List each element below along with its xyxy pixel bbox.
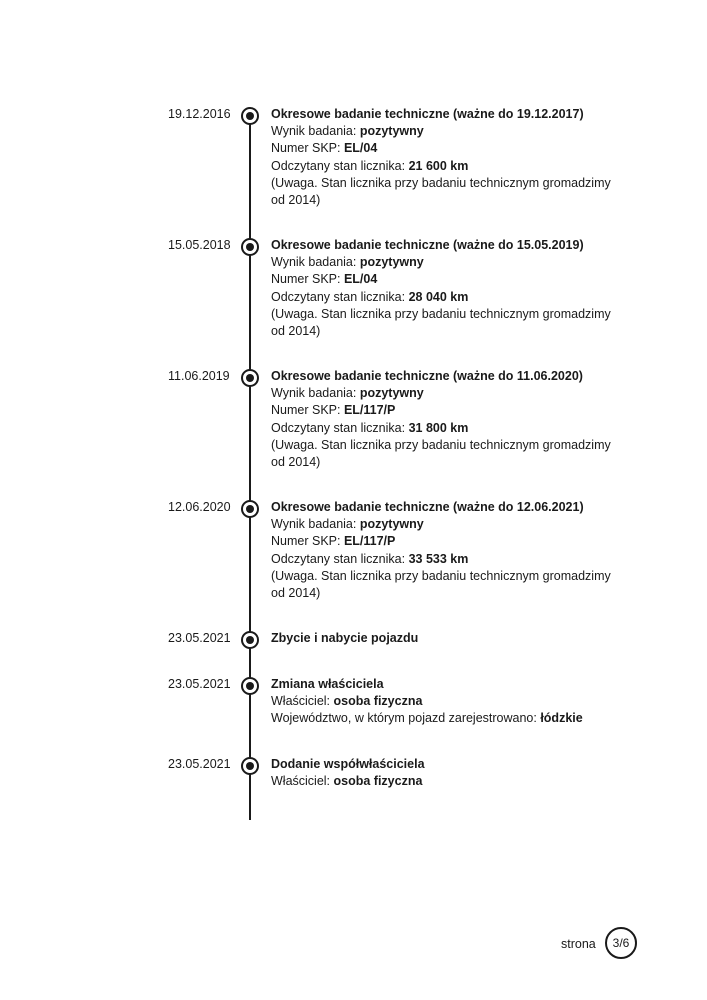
odometer-note: (Uwaga. Stan licznika przy badaniu technicznym gromadzimy od 2014) xyxy=(271,306,611,339)
result-value: pozytywny xyxy=(359,386,424,401)
entry-date: 23.05.2021 xyxy=(168,757,231,771)
odometer-line xyxy=(271,551,616,568)
odometer-value: 21 600 km xyxy=(408,158,469,173)
skp-label: Numer SKP: xyxy=(271,141,344,156)
odometer-label: Odczytany stan licznika: xyxy=(271,289,409,304)
entry-title: Okresowe badanie techniczne (ważne do 12.06.2021) xyxy=(271,500,584,514)
skp-value: EL/117/P xyxy=(343,403,396,418)
region-label: Województwo, w którym pojazd zarejestrowano: xyxy=(271,711,541,726)
skp-label: Numer SKP: xyxy=(271,272,344,287)
result-label: Wynik badania: xyxy=(271,517,360,532)
odometer-label: Odczytany stan licznika: xyxy=(271,420,409,435)
result-line xyxy=(271,516,616,533)
result-line xyxy=(271,385,616,402)
skp-line xyxy=(271,271,616,288)
odometer-line xyxy=(271,420,616,437)
entry-title: Okresowe badanie techniczne (ważne do 11.06.2020) xyxy=(271,369,583,383)
entry-content xyxy=(271,237,616,340)
owner-value: osoba fizyczna xyxy=(333,694,423,709)
entry-date: 11.06.2019 xyxy=(168,369,230,383)
skp-line xyxy=(271,402,616,419)
odometer-value: 31 800 km xyxy=(408,420,469,435)
skp-value: EL/117/P xyxy=(343,534,396,549)
region-value: łódzkie xyxy=(540,711,583,726)
odometer-value: 28 040 km xyxy=(408,289,469,304)
entry-content xyxy=(271,630,616,647)
result-line xyxy=(271,123,616,140)
skp-label: Numer SKP: xyxy=(271,403,344,418)
odometer-line xyxy=(271,289,616,306)
timeline-marker-icon xyxy=(241,238,259,256)
owner-label: Właściciel: xyxy=(271,694,334,709)
timeline-marker-icon xyxy=(241,369,259,387)
entry-title: Dodanie współwłaściciela xyxy=(271,757,425,771)
entry-date: 23.05.2021 xyxy=(168,631,231,645)
timeline-marker-icon xyxy=(241,500,259,518)
entry-content xyxy=(271,756,616,790)
timeline-marker-icon xyxy=(241,107,259,125)
odometer-label: Odczytany stan licznika: xyxy=(271,158,409,173)
entry-date: 15.05.2018 xyxy=(168,238,231,252)
region-line xyxy=(271,710,616,727)
odometer-note: (Uwaga. Stan licznika przy badaniu technicznym gromadzimy od 2014) xyxy=(271,175,611,208)
odometer-note: (Uwaga. Stan licznika przy badaniu technicznym gromadzimy od 2014) xyxy=(271,568,611,601)
skp-label: Numer SKP: xyxy=(271,534,344,549)
entry-content xyxy=(271,499,616,602)
page-number-badge: 3/6 xyxy=(605,927,637,959)
timeline-line xyxy=(249,112,251,820)
entry-title: Zbycie i nabycie pojazdu xyxy=(271,631,419,645)
entry-title: Zmiana właściciela xyxy=(271,677,384,691)
entry-content xyxy=(271,106,616,209)
owner-label: Właściciel: xyxy=(271,774,334,789)
page-label: strona xyxy=(561,937,596,951)
result-label: Wynik badania: xyxy=(271,124,360,139)
odometer-label: Odczytany stan licznika: xyxy=(271,551,409,566)
entry-content xyxy=(271,368,616,471)
owner-line xyxy=(271,773,616,790)
owner-line xyxy=(271,693,616,710)
result-line xyxy=(271,254,616,271)
entry-title: Okresowe badanie techniczne (ważne do 19.12.2017) xyxy=(271,107,584,121)
timeline-marker-icon xyxy=(241,677,259,695)
skp-line xyxy=(271,533,616,550)
skp-value: EL/04 xyxy=(343,272,378,287)
owner-value: osoba fizyczna xyxy=(333,774,423,789)
skp-value: EL/04 xyxy=(343,141,378,156)
entry-content xyxy=(271,676,616,728)
odometer-value: 33 533 km xyxy=(408,551,469,566)
result-value: pozytywny xyxy=(359,124,424,139)
entry-title: Okresowe badanie techniczne (ważne do 15.05.2019) xyxy=(271,238,584,252)
timeline-marker-icon xyxy=(241,757,259,775)
odometer-note: (Uwaga. Stan licznika przy badaniu technicznym gromadzimy od 2014) xyxy=(271,437,611,470)
result-label: Wynik badania: xyxy=(271,255,360,270)
skp-line xyxy=(271,140,616,157)
result-label: Wynik badania: xyxy=(271,386,360,401)
result-value: pozytywny xyxy=(359,255,424,270)
entry-date: 19.12.2016 xyxy=(168,107,231,121)
result-value: pozytywny xyxy=(359,517,424,532)
timeline-marker-icon xyxy=(241,631,259,649)
entry-date: 23.05.2021 xyxy=(168,677,231,691)
entry-date: 12.06.2020 xyxy=(168,500,231,514)
odometer-line xyxy=(271,158,616,175)
